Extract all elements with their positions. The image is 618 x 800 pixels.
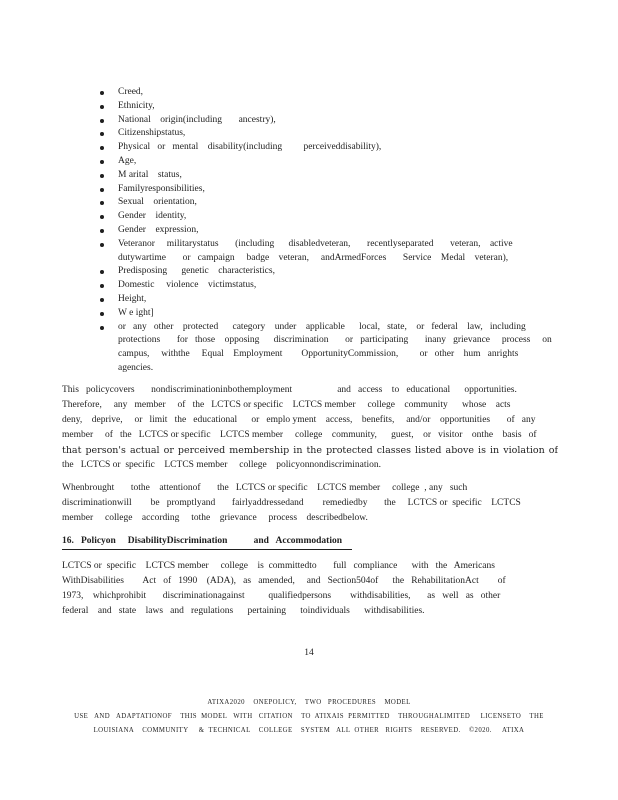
text-line: Physical or mental disability(including perceiveddisability),: [118, 142, 382, 153]
bullet-icon: [100, 326, 104, 330]
section-heading: [62, 536, 558, 551]
text-line: member of the LCTCS or specific LCTCS member college community, guest, or visitor onthe basis of: [62, 429, 537, 440]
text-line: protections for those opposing discrimination or participating inany grievance process on: [118, 335, 552, 346]
text-line: Creed,: [118, 87, 144, 97]
bullet-item: [62, 224, 558, 238]
bullet-icon: [100, 298, 104, 302]
bullet-icon: [100, 229, 104, 233]
text-line: member college according tothe grievance process describedbelow.: [62, 512, 368, 523]
bullet-icon: [100, 91, 104, 95]
bullet-icon: [100, 132, 104, 136]
text-line: Gender expression,: [118, 224, 199, 235]
text-line: W e ight]: [118, 307, 154, 318]
text-line: 1973, whichprohibit discriminationagainst qualifiedpersons withdisabilities, as well as other: [62, 590, 501, 601]
bullet-item: [62, 210, 558, 224]
text-line: USE AND ADAPTATIONOF THIS MODEL WITH CITATION TO ATIXAIS PERMITTED THROUGHALIMITED LICENSETO THE: [74, 713, 544, 720]
bullet-icon: [100, 188, 104, 192]
text-line: Age,: [118, 155, 137, 166]
bullet-item: [62, 127, 558, 141]
text-line: Citizenshipstatus,: [118, 128, 186, 139]
paragraph-ada-compliance: [62, 559, 558, 619]
text-line: Sexual orientation,: [118, 197, 197, 208]
document-content: [62, 0, 558, 619]
paragraph-nondiscrimination-scope: [62, 383, 558, 473]
bullet-icon: [100, 243, 104, 247]
section-heading-text: 16. Policyon DisabilityDiscrimination and Accommodation: [62, 536, 352, 550]
text-line: National origin(including ancestry),: [118, 114, 276, 125]
bullet-icon: [100, 146, 104, 150]
text-line: ATIXA2020 ONEPOLICY, TWO PROCEDURES MODEL: [207, 699, 411, 706]
text-line: LCTCS or specific LCTCS member college is committedto full compliance with the Americans: [62, 560, 495, 571]
text-line: deny, deprive, or limit the educational or emplo yment access, benefits, and/or opportunities of any: [62, 414, 536, 425]
bullet-item: [62, 183, 558, 197]
text-line: discriminationwill be promptlyand fairlyaddressedand remediedby the LCTCS or specific LCTCS: [62, 497, 521, 508]
text-line: Gender identity,: [118, 211, 187, 222]
bullet-icon: [100, 270, 104, 274]
text-line: that person's actual or perceived membership in the protected classes listed above is in violation of: [62, 444, 558, 456]
text-line: federal and state laws and regulations pertaining toindividuals withdisabilities.: [62, 605, 425, 616]
bullet-item: [62, 114, 558, 128]
text-line: LOUISIANA COMMUNITY & TECHNICAL COLLEGE SYSTEM ALL OTHER RIGHTS RESERVED. ©2020. ATIXA: [93, 727, 525, 734]
bullet-icon: [100, 312, 104, 316]
bullet-icon: [100, 284, 104, 288]
text-line: Ethnicity,: [118, 100, 155, 111]
bullet-item: [62, 279, 558, 293]
bullet-item: [62, 141, 558, 155]
text-line: Height,: [118, 293, 147, 304]
bullet-item: [62, 238, 558, 266]
text-line: campus, withthe Equal Employment OpportunityCommission, or other hum anrights: [118, 349, 519, 360]
text-line: or any other protected category under applicable local, state, or federal law, including: [118, 321, 526, 332]
bullet-icon: [100, 119, 104, 123]
text-line: Predisposing genetic characteristics,: [118, 266, 275, 277]
page-footer: [0, 696, 618, 738]
bullet-item: [62, 155, 558, 169]
bullet-item: [62, 196, 558, 210]
bullet-icon: [100, 160, 104, 164]
bullet-item: [62, 307, 558, 321]
text-line: dutywartime or campaign badge veteran, andArmedForces Service Medal veteran),: [118, 252, 509, 263]
bullet-item: [62, 321, 558, 376]
text-line: Familyresponsibilities,: [118, 183, 205, 194]
text-line: M arital status,: [118, 169, 182, 180]
protected-categories-list: [62, 86, 558, 376]
bullet-icon: [100, 105, 104, 109]
page-number: 14: [304, 648, 314, 658]
text-line: Domestic violence victimstatus,: [118, 280, 257, 291]
bullet-icon: [100, 201, 104, 205]
text-line: the LCTCS or specific LCTCS member college policyonnondiscrimination.: [62, 459, 381, 470]
text-line: This policycovers nondiscriminationinbothemployment and access to educational opportunities.: [62, 384, 517, 395]
text-line: Whenbrought tothe attentionof the LCTCS or specific LCTCS member college , any such: [62, 482, 468, 493]
paragraph-remediation: [62, 481, 558, 526]
bullet-icon: [100, 174, 104, 178]
text-line: WithDisabilities Act of 1990 (ADA), as amended, and Section504of the RehabilitationAct of: [62, 575, 506, 586]
bullet-item: [62, 293, 558, 307]
bullet-item: [62, 265, 558, 279]
bullet-item: [62, 86, 558, 100]
text-line: Veteranor militarystatus (including disabledveteran, recentlyseparated veteran, active: [118, 238, 513, 249]
bullet-item: [62, 169, 558, 183]
text-line: Therefore, any member of the LCTCS or specific LCTCS member college community whose acts: [62, 399, 511, 410]
bullet-icon: [100, 215, 104, 219]
bullet-item: [62, 100, 558, 114]
text-line: agencies.: [118, 362, 154, 373]
